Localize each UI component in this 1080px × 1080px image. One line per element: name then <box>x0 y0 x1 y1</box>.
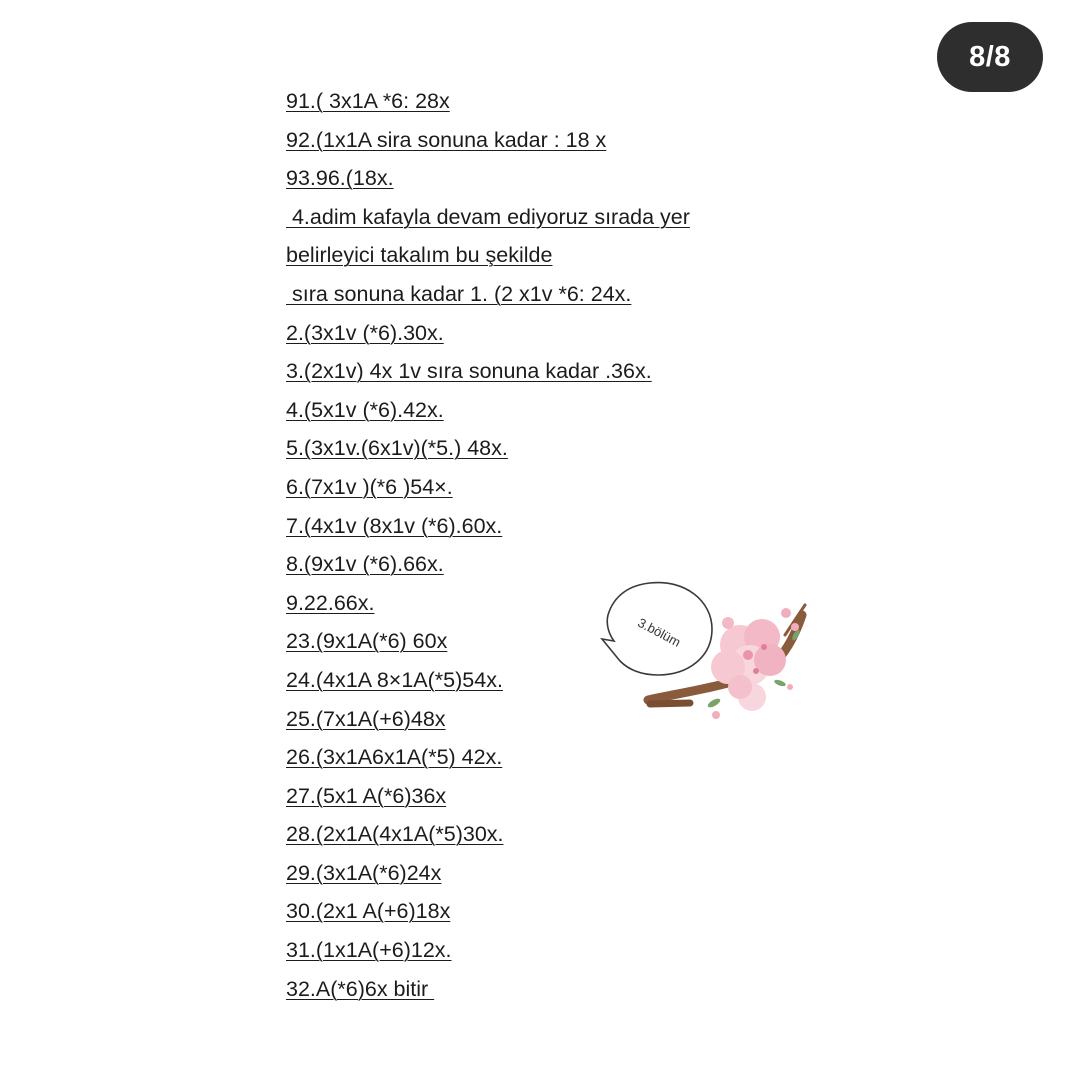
pattern-line: 9.22.66x. <box>286 590 375 615</box>
pattern-document <box>286 82 806 1008</box>
bubble-label: 3.bölüm <box>635 614 684 650</box>
pattern-line: 8.(9x1v (*6).66x. <box>286 552 444 577</box>
pattern-line: 7.(4x1v (8x1v (*6).60x. <box>286 513 503 538</box>
pattern-line: 4.adim kafayla devam ediyoruz sırada yer <box>286 204 690 229</box>
pattern-line: 24.(4x1A 8×1A(*5)54x. <box>286 667 503 692</box>
pattern-line: 93.96.(18x. <box>286 166 394 191</box>
pattern-line: 30.(2x1 A(+6)18x <box>286 899 451 924</box>
pattern-line: belirleyici takalım bu şekilde <box>286 243 553 268</box>
speech-bubble <box>602 583 712 675</box>
pattern-line: 32.A(*6)6x bitir <box>286 976 435 1001</box>
pattern-line: sıra sonuna kadar 1. (2 x1v *6: 24x. <box>286 281 632 306</box>
blossom-icon <box>711 608 799 719</box>
pattern-line: 26.(3x1A6x1A(*5) 42x. <box>286 745 503 770</box>
pattern-line: 91.( 3x1A *6: 28x <box>286 89 450 113</box>
pattern-line: 92.(1x1A sira sonuna kadar : 18 x <box>286 127 607 152</box>
blossom-sticker <box>590 575 820 735</box>
pattern-line: 6.(7x1v )(*6 )54×. <box>286 474 453 499</box>
pattern-line: 25.(7x1A(+6)48x <box>286 706 446 731</box>
pattern-line: 28.(2x1A(4x1A(*5)30x. <box>286 822 504 847</box>
pattern-line: 2.(3x1v (*6).30x. <box>286 320 444 345</box>
pattern-line: 5.(3x1v.(6x1v)(*5.) 48x. <box>286 436 508 461</box>
pattern-line: 23.(9x1A(*6) 60x <box>286 629 448 654</box>
pattern-line: 27.(5x1 A(*6)36x <box>286 783 447 808</box>
pattern-line: 3.(2x1v) 4x 1v sıra sonuna kadar .36x. <box>286 359 652 384</box>
pattern-line: 4.(5x1v (*6).42x. <box>286 397 444 422</box>
pattern-line: 31.(1x1A(+6)12x. <box>286 938 452 963</box>
pattern-line: 29.(3x1A(*6)24x <box>286 860 442 885</box>
page-counter-badge: 8/8 <box>937 22 1043 92</box>
